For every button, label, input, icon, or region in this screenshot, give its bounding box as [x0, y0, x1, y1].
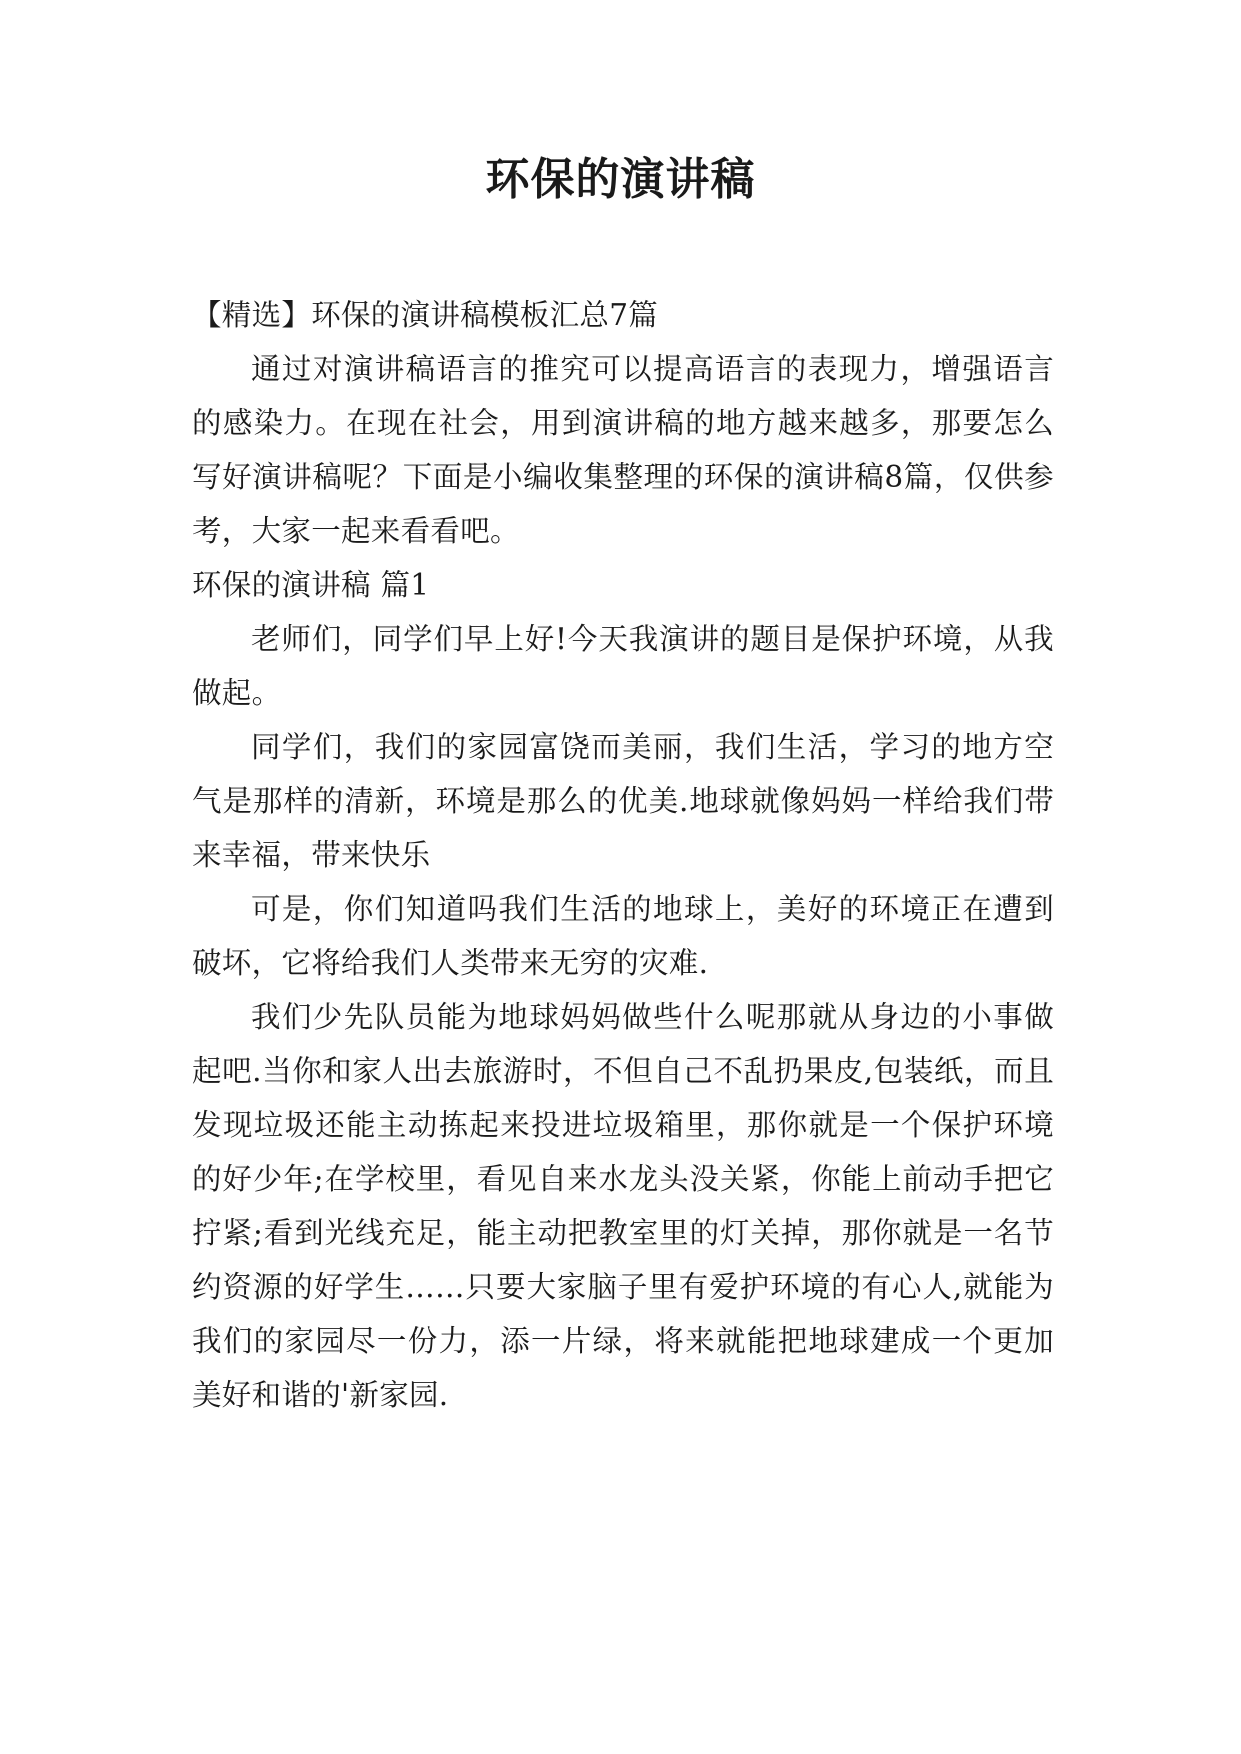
document-title: 环保的演讲稿 — [485, 154, 756, 205]
intro-paragraph: 通过对演讲稿语言的推究可以提高语言的表现力，增强语言的感染力。在现在社会，用到演讲稿的地方越来越多，那要怎么写好演讲稿呢？下面是小编收集整理的环保的演讲稿8篇，仅供参考，大家一起来看看吧。 — [192, 352, 1054, 548]
subtitle-line: 【精选】环保的演讲稿模板汇总7篇 — [192, 298, 659, 332]
body-paragraph: 老师们，同学们早上好!今天我演讲的题目是保护环境，从我做起。 — [192, 622, 1054, 710]
document-body — [192, 288, 1054, 1422]
section-heading: 环保的演讲稿 篇1 — [192, 568, 430, 602]
body-paragraph: 同学们，我们的家园富饶而美丽，我们生活，学习的地方空气是那样的清新，环境是那么的优美.地球就像妈妈一样给我们带来幸福，带来快乐 — [192, 730, 1054, 872]
body-paragraph: 我们少先队员能为地球妈妈做些什么呢那就从身边的小事做起吧.当你和家人出去旅游时，不但自己不乱扔果皮,包装纸，而且发现垃圾还能主动拣起来投进垃圾箱里，那你就是一个保护环境的好少年;在学校里，看见自来水龙头没关紧，你能上前动手把它拧紧;看到光线充足，能主动把教室里的灯关掉，那你就是一名节约资源的好学生……只要大家脑子里有爱护环境的有心人,就能为我们的家园尽一份力，添一片绿，将来就能把地球建成一个更加美好和谐的'新家园. — [192, 1000, 1054, 1412]
body-paragraph: 可是，你们知道吗我们生活的地球上，美好的环境正在遭到破坏，它将给我们人类带来无穷的灾难. — [192, 892, 1054, 980]
